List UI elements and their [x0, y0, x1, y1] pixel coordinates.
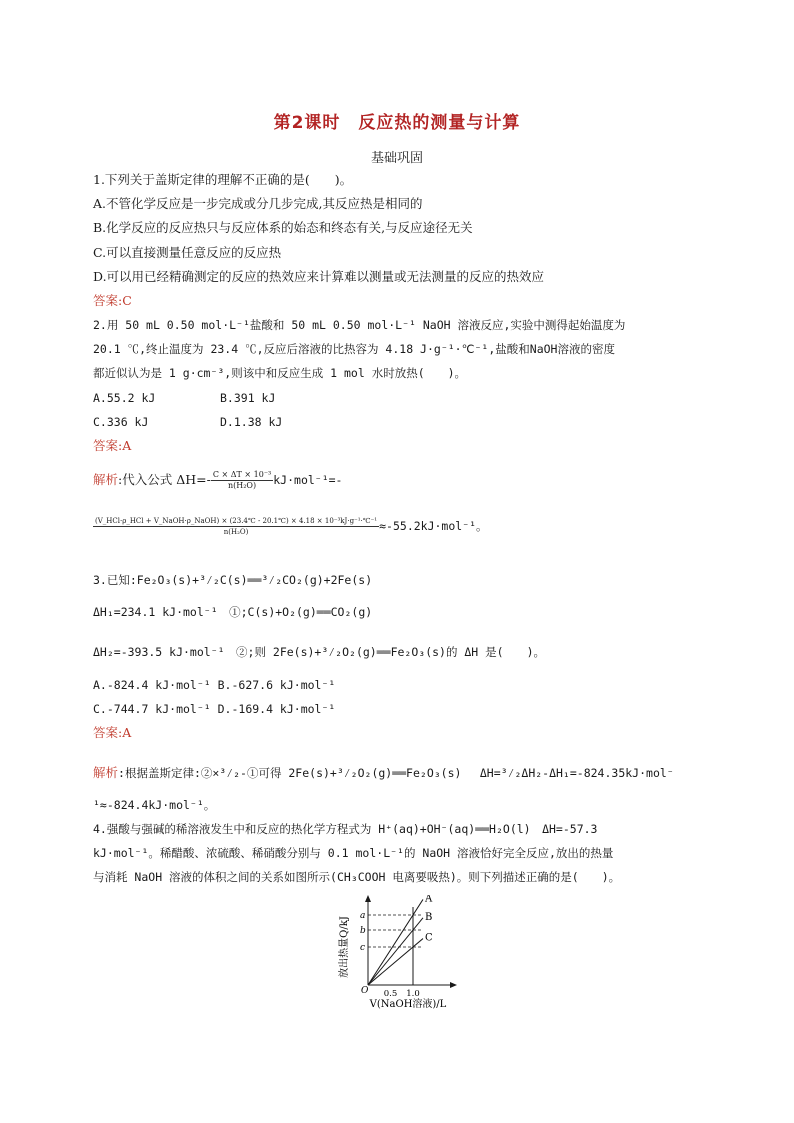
x-axis-label: V(NaOH溶液)/L — [369, 999, 447, 1010]
x-tick-label: 1.0 — [406, 989, 420, 999]
q2-fraction-numerator: C × ΔT × 10⁻³ — [212, 470, 272, 479]
q2-big-fraction — [93, 516, 379, 537]
y-tick-label: a — [360, 911, 366, 921]
q2-analysis-line-1 — [93, 470, 343, 491]
q2-analysis-label: 解析 — [93, 472, 119, 487]
q1-option-c: C.可以直接测量任意反应的反应热 — [93, 245, 282, 260]
q3-options-cd: C.-744.7 kJ·mol⁻¹ D.-169.4 kJ·mol⁻¹ — [93, 702, 336, 716]
q2-analysis-text: :代入公式 ΔH=- — [118, 472, 211, 487]
y-tick-label: b — [360, 926, 366, 936]
q2-line-3: 都近似认为是 1 g·cm⁻³,则该中和反应生成 1 mol 水时放热( )。 — [93, 366, 467, 380]
q1-stem: 1.下列关于盖斯定律的理解不正确的是( )。 — [93, 172, 353, 187]
x-axis-arrow — [450, 982, 457, 988]
q2-big-fraction-denominator: n(H₂O) — [223, 528, 249, 536]
q2-line-1: 2.用 50 mL 0.50 mol·L⁻¹盐酸和 50 mL 0.50 mol·L⁻¹ NaOH 溶液反应,实验中测得起始温度为 — [93, 318, 626, 332]
q2-fraction-denominator: n(H₂O) — [227, 481, 257, 490]
q3-line-1: 3.已知:Fe₂O₃(s)+³⁄₂C(s)══³⁄₂CO₂(g)+2Fe(s) — [93, 573, 373, 587]
q1-option-b: B.化学反应的反应热只与反应体系的始态和终态有关,与反应途径无关 — [93, 220, 473, 235]
q3-analysis-line-2: ¹≈-824.4kJ·mol⁻¹。 — [93, 798, 216, 812]
q2-analysis-result: ≈-55.2kJ·mol⁻¹。 — [379, 519, 488, 533]
page-title: 第2课时 反应热的测量与计算 — [273, 113, 521, 133]
x-tick-label: 0.5 — [383, 989, 398, 999]
q4-line-2: kJ·mol⁻¹。稀醋酸、浓硫酸、稀硝酸分别与 0.1 mol·L⁻¹的 NaOH 溶液恰好完全反应,放出的热量 — [93, 846, 614, 860]
y-axis-arrow — [365, 895, 371, 902]
q3-options-ab: A.-824.4 kJ·mol⁻¹ B.-627.6 kJ·mol⁻¹ — [93, 678, 336, 692]
q2-formula-fraction — [211, 470, 273, 491]
q1-answer: 答案:C — [93, 293, 132, 308]
q3-answer: 答案:A — [93, 725, 132, 740]
series-line-C — [368, 939, 423, 985]
q3-analysis-text: :根据盖斯定律:②×³⁄₂-①可得 2Fe(s)+³⁄₂O₂(g)══Fe₂O₃(s) ΔH=³⁄₂ΔH₂-ΔH₁=-824.35kJ·mol⁻ — [118, 766, 674, 780]
q2-analysis-line-2 — [93, 516, 488, 537]
series-label-B: B — [425, 911, 433, 923]
q3-line-2: ΔH₁=234.1 kJ·mol⁻¹ ①;C(s)+O₂(g)══CO₂(g) — [93, 605, 373, 619]
q2-option-d: D.1.38 kJ — [220, 415, 283, 429]
q4-line-1: 4.强酸与强碱的稀溶液发生中和反应的热化学方程式为 H⁺(aq)+OH⁻(aq)══H₂O(l) ΔH=-57.3 — [93, 822, 598, 836]
q3-line-3: ΔH₂=-393.5 kJ·mol⁻¹ ②;则 2Fe(s)+³⁄₂O₂(g)══Fe₂O₃(s)的 ΔH 是( )。 — [93, 645, 546, 659]
q1-option-d: D.可以用已经精确测定的反应的热效应来计算难以测量或无法测量的反应的热效应 — [93, 269, 545, 284]
q1-option-a: A.不管化学反应是一步完成或分几步完成,其反应热是相同的 — [93, 196, 423, 211]
q2-big-fraction-numerator: (V_HCl·ρ_HCl + V_NaOH·ρ_NaOH) × (23.4℃ - 20.1℃) × 4.18 × 10⁻³kJ·g⁻¹·℃⁻¹ — [95, 517, 378, 525]
y-axis-label: 放出热量Q/kJ — [339, 916, 350, 978]
q2-analysis-unit: kJ·mol⁻¹=- — [273, 473, 343, 487]
series-label-C: C — [425, 932, 433, 944]
q2-option-c: C.336 kJ — [93, 415, 149, 429]
q2-line-2: 20.1 ℃,终止温度为 23.4 ℃,反应后溶液的比热容为 4.18 J·g⁻¹·℃⁻¹,盐酸和NaOH溶液的密度 — [93, 342, 615, 356]
series-label-A: A — [425, 895, 433, 905]
q2-option-b: B.391 kJ — [220, 391, 276, 405]
origin-label: O — [361, 986, 369, 996]
section-heading: 基础巩固 — [370, 151, 423, 166]
q3-analysis-label: 解析 — [93, 765, 119, 780]
series-line-B — [368, 918, 423, 985]
y-tick-label: c — [360, 943, 366, 953]
q4-line-3: 与消耗 NaOH 溶液的体积之间的关系如图所示(CH₃COOH 电离要吸热)。则下列描述正确的是( )。 — [93, 870, 621, 884]
q2-answer: 答案:A — [93, 438, 132, 453]
q3-analysis-line-1 — [93, 765, 674, 781]
chart-marks — [360, 895, 433, 999]
heat-volume-chart — [333, 895, 463, 1010]
q2-option-a: A.55.2 kJ — [93, 391, 156, 405]
series-line-A — [368, 899, 423, 985]
